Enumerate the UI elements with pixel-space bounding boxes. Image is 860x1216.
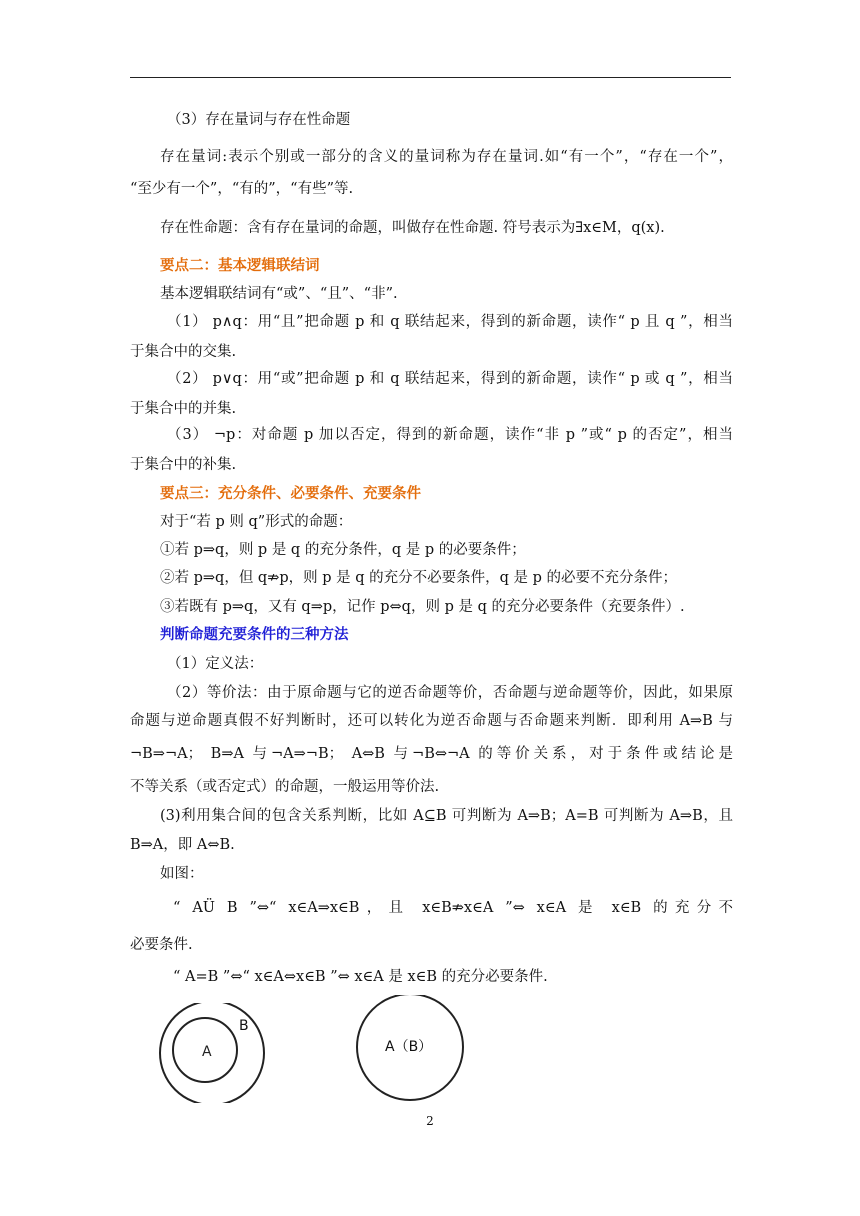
paragraph-line: 如图： xyxy=(160,866,204,882)
section-heading: 要点二：基本逻辑联结词 xyxy=(160,258,320,274)
method-heading: 判断命题充要条件的三种方法 xyxy=(160,627,349,643)
venn-diagram-subset xyxy=(155,1003,270,1103)
paragraph-line: 于集合中的补集. xyxy=(130,457,237,473)
paragraph-line: “至少有一个”，“有的”，“有些”等. xyxy=(130,181,354,197)
paragraph-line: （2）等价法：由于原命题与它的逆否命题等价，否命题与逆命题等价，因此，如果原 xyxy=(167,685,733,701)
formula-line: “ AÜ B ”⇔“ x∈A⇒x∈B，且 x∈B⇏x∈A ”⇔ x∈A 是 x∈B 的充分不 xyxy=(173,900,733,916)
paragraph-line: （1） p∧q：用“且”把命题 p 和 q 联结起来，得到的新命题，读作“ p 且 q ”，相当 xyxy=(167,314,733,330)
subsection-heading: （3）存在量词与存在性命题 xyxy=(167,112,351,128)
list-item: ①若 p⇒q，则 p 是 q 的充分条件，q 是 p 的必要条件； xyxy=(160,542,526,558)
paragraph-line: 不等关系（或否定式）的命题，一般运用等价法. xyxy=(130,779,440,795)
section-heading: 要点三：充分条件、必要条件、充要条件 xyxy=(160,486,421,502)
paragraph-line: 存在性命题：含有存在量词的命题，叫做存在性命题. 符号表示为∃x∈M，q(x). xyxy=(160,220,665,236)
paragraph-line: （3） ¬p：对命题 p 加以否定，得到的新命题，读作“非 p ”或“ p 的否定”，相当 xyxy=(167,427,733,443)
paragraph-line: 存在量词:表示个别或一部分的含义的量词称为存在量词.如“有一个”，“存在一个”， xyxy=(160,149,733,165)
paragraph-line: （1）定义法： xyxy=(167,656,264,672)
paragraph-line: 对于“若 p 则 q”形式的命题： xyxy=(160,514,353,530)
inner-set-label: A xyxy=(202,1044,212,1060)
paragraph-line: (3)利用集合间的包含关系判断，比如 A⊆B 可判断为 A⇒B；A=B 可判断为 A⇒B，且 xyxy=(160,808,733,824)
paragraph-line: 于集合中的交集. xyxy=(130,344,237,360)
formula-line: “ A=B ”⇔“ x∈A⇔x∈B ”⇔ x∈A 是 x∈B 的充分必要条件. xyxy=(173,969,548,985)
outer-set-label-text: B xyxy=(239,1018,249,1034)
paragraph-line: 基本逻辑联结词有“或”、“且”、“非”. xyxy=(160,286,398,302)
paragraph-line: B⇒A，即 A⇔B. xyxy=(130,837,235,853)
paragraph-line: 于集合中的并集. xyxy=(130,401,237,417)
header-rule xyxy=(130,77,731,78)
paragraph-line: （2） p∨q：用“或”把命题 p 和 q 联结起来，得到的新命题，读作“ p 或 q ”，相当 xyxy=(167,371,733,387)
paragraph-line: 必要条件. xyxy=(130,937,193,953)
page-number: 2 xyxy=(426,1114,434,1128)
list-item: ③若既有 p⇒q，又有 q⇒p，记作 p⇔q，则 p 是 q 的充分必要条件（充要条件）. xyxy=(160,599,685,615)
paragraph-line: 命题与逆命题真假不好判断时，还可以转化为逆否命题与否命题来判断．即利用 A⇒B 与 xyxy=(130,713,733,729)
equal-set-label: A（B） xyxy=(385,1039,433,1055)
paragraph-line: ¬B⇒¬A； B⇒A 与¬A⇒¬B； A⇔B 与¬B⇔¬A 的等价关系，对于条件或结论是 xyxy=(130,746,733,762)
list-item: ②若 p⇒q，但 q⇏p，则 p 是 q 的充分不必要条件，q 是 p 的必要不充分条件； xyxy=(160,570,678,586)
